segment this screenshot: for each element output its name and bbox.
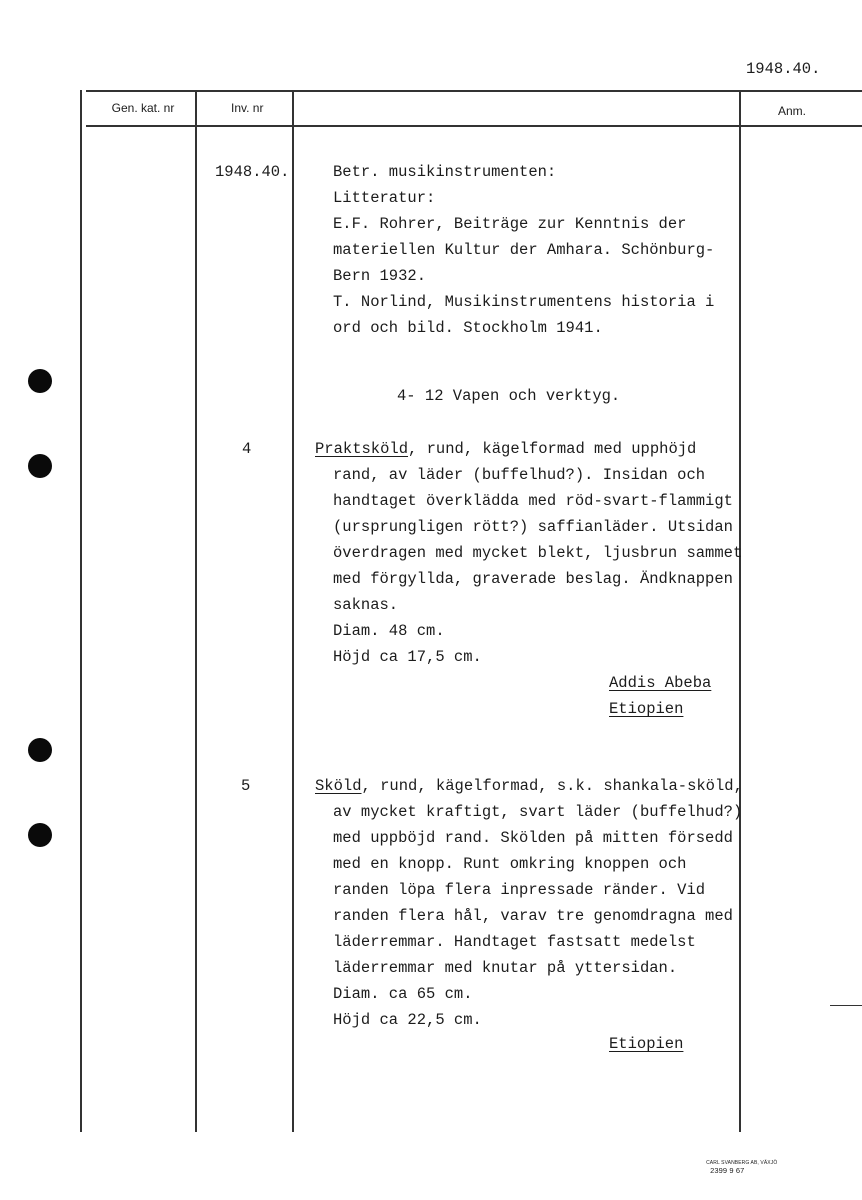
entry-line: med en knopp. Runt omkring knoppen och [333,855,687,873]
inventory-number-5: 5 [241,777,251,795]
entry-line: läderremmar. Handtaget fastsatt medelst [333,933,696,951]
entry-line: läderremmar med knutar på yttersidan. [333,959,678,977]
entry-text: , rund, kägelformad med upphöjd [408,440,697,458]
object-title: Praktsköld [315,440,409,458]
entry-line: Diam. ca 65 cm. [333,985,473,1003]
entry-line: randen löpa flera inpressade ränder. Vid [333,881,706,899]
entry-line: Bern 1932. [333,267,427,285]
entry-line: handtaget överklädda med röd-svart-flammigt [333,492,733,510]
binder-hole-3 [28,738,52,762]
entry-line: av mycket kraftigt, svart läder (buffelhud?) [333,803,743,821]
entry-first-line [315,777,743,795]
entry-line: Betr. musikinstrumenten: [333,163,557,181]
page-number: 1948.40. [746,60,821,78]
entry-line: rand, av läder (buffelhud?). Insidan och [333,466,706,484]
object-title: Sköld [315,777,362,795]
binder-hole-2 [28,454,52,478]
printer-name: CARL SVANBERG AB, VÄXJÖ [706,1160,778,1166]
entry-line: Höjd ca 22,5 cm. [333,1011,482,1029]
form-code: 2399 9 67 [710,1166,745,1175]
entry-line: materiellen Kultur der Amhara. Schönburg- [333,241,715,259]
header-top-rule [86,90,862,92]
entry-line: med uppböjd rand. Skölden på mitten försedd [333,829,733,847]
column-header-anm: Anm. [778,104,807,118]
entry-line: med förgyllda, graverade beslag. Ändknappen [333,570,733,588]
entry-line: randen flera hål, varav tre genomdragna med [333,907,733,925]
entry-line: Höjd ca 17,5 cm. [333,648,482,666]
provenance-place: Addis Abeba [609,674,712,692]
provenance-country: Etiopien [609,1035,684,1053]
column-header-inv-nr: Inv. nr [231,101,264,115]
entry-line: överdragen med mycket blekt, ljusbrun sammet [333,544,743,562]
header-bottom-rule [86,125,862,127]
entry-line: ord och bild. Stockholm 1941. [333,319,603,337]
column-divider-4 [739,90,741,1132]
entry-text: , rund, kägelformad, s.k. shankala-sköld, [361,777,743,795]
printer-imprint [702,1152,777,1175]
binder-hole-1 [28,369,52,393]
entry-line: Litteratur: [333,189,436,207]
column-divider-2 [195,90,197,1132]
column-divider-1 [80,90,82,1132]
entry-line: Diam. 48 cm. [333,622,445,640]
column-header-gen-kat-nr: Gen. kat. nr [111,101,175,115]
binder-hole-4 [28,823,52,847]
entry-line: E.F. Rohrer, Beiträge zur Kenntnis der [333,215,687,233]
section-heading: 4- 12 Vapen och verktyg. [397,387,621,405]
entry-first-line [315,440,696,458]
entry-line: T. Norlind, Musikinstrumentens historia i [333,293,715,311]
provenance-country: Etiopien [609,700,684,718]
inventory-number-1948: 1948.40. [215,163,290,181]
inventory-number-4: 4 [242,440,252,458]
entry-line: saknas. [333,596,399,614]
entry-line: (ursprungligen rött?) saffianläder. Utsidan [333,518,733,536]
right-margin-mark [830,1005,862,1006]
column-divider-3 [292,90,294,1132]
